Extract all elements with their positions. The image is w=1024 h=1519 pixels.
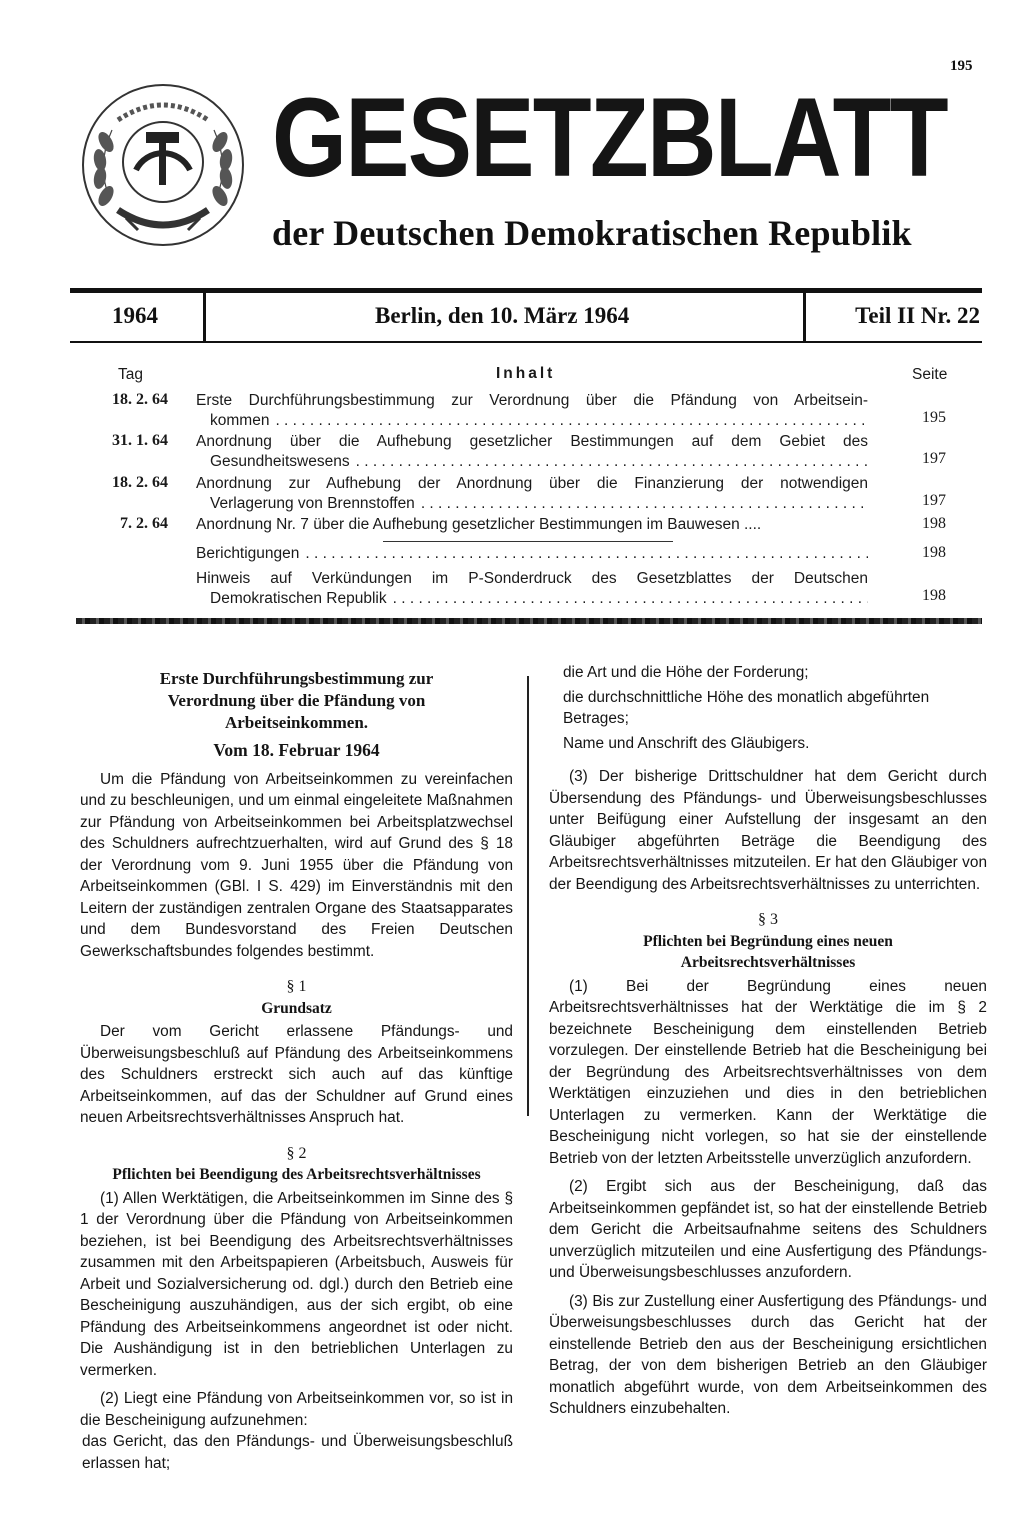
toc-entry-title-cont: Gesundheitswesens: [210, 453, 350, 470]
section-title: Grundsatz: [261, 999, 332, 1017]
list-item: die durchschnittliche Höhe des monatlich abgeführten Betrages;: [563, 688, 930, 727]
toc-header-content: Inhalt: [496, 365, 556, 382]
toc-entry-page: 197: [922, 450, 946, 467]
toc-entry-title: Hinweis auf Verkündungen im P-Sonderdruck des Gesetzblattes der Deutschen: [196, 570, 868, 587]
issue-part-number: Teil II Nr. 22: [855, 303, 980, 328]
issue-bar-divider: [203, 293, 206, 341]
page-number: 195: [950, 58, 973, 74]
toc-separator: [383, 541, 673, 542]
section-number: § 1: [286, 978, 307, 995]
section-paragraph: (2) Liegt eine Pfändung von Arbeitseinkommen vor, so ist in die Bescheinigung aufzunehmen:: [80, 1390, 513, 1429]
toc-header-date: Tag: [118, 366, 143, 383]
issue-bar-divider: [803, 293, 806, 341]
section-paragraph: Der vom Gericht erlassene Pfändungs- und Überweisungsbeschluß auf Pfändung des Arbeitseinkommens des Schuldners erstreckt sich auch auf das künftige Arbeitseinkommen, auf das der Schuldner auf Grund eines neuen Arbeitsrechtsverhältnisses Anspruch hat.: [80, 1023, 513, 1126]
section-paragraph: (1) Allen Werktätigen, die Arbeitseinkommen im Sinne des § 1 der Verordnung über die Pfändung von Arbeitseinkommen beziehen, ist bei Beendigung des Arbeitsrechtsverhältnisses zusammen mit den Arbeitspapieren (Arbeitsbuch, Ausweis für Arbeit und Sozialversicherung od. dgl.) durch den Betrieb eine Bescheinigung auszuhändigen, aus der sich ergibt, ob eine Pfändung des Arbeitseinkommens angeordnet ist oder nicht. Die Aushändigung ist in den betrieblichen Unterlagen zu vermerken.: [80, 1189, 513, 1379]
regulation-date: Vom 18. Februar 1964: [213, 740, 380, 760]
toc-entry-page: 198: [922, 515, 946, 532]
regulation-title: Erste Durchführungsbestimmung zur Verordnung über die Pfändung von Arbeitseinkommen.: [159, 669, 434, 732]
section-number: § 3: [758, 911, 778, 928]
toc-entry-title: Erste Durchführungsbestimmung zur Verordnung über die Pfändung von Arbeitsein-: [196, 392, 868, 409]
list-item: die Art und die Höhe der Forderung;: [563, 664, 809, 681]
section-paragraph: (3) Der bisherige Drittschuldner hat dem Gericht durch Übersendung des Pfändungs- und Überweisungsbeschlusses unter Beifügung einer Aufstellung der insgesamt an den Gläubiger abgeführten Beträge die Beendigung des Arbeitsrechtsverhältnisses mitzuteilen. Er hat den Gläubiger von der Beendigung des Arbeitsrechtsverhältnisses zu unterrichten.: [549, 768, 987, 893]
preamble-paragraph: Um die Pfändung von Arbeitseinkommen zu vereinfachen und zu beschleunigen, und um einmal eingeleitete Maßnahmen zur Pfändung von Arbeitseinkommen bei Arbeitsplatzwechsel des Schuldners aufrechtzuerhalten, wird auf Grund des § 18 der Verordnung vom 9. Juni 1955 über die Pfändung von Arbeitseinkommen (GBl. I S. 429) im Einverständnis mit den Leitern der zuständigen zentralen Organe des Staatsapparates und dem Bundesvorstand des Freien Deutschen Gewerkschaftsbundes folgendes bestimmt.: [80, 770, 513, 960]
section-title: Pflichten bei Begründung eines neuen Arbeitsrechtsverhältnisses: [643, 932, 893, 971]
toc-entry-date: 18. 2. 64: [112, 474, 168, 491]
toc-entry-title: Anordnung Nr. 7 über die Aufhebung gesetzlicher Bestimmungen im Bauwesen ....: [196, 516, 762, 533]
toc-entry-title: Berichtigungen: [196, 545, 300, 562]
section-paragraph: (3) Bis zur Zustellung einer Ausfertigung des Pfändungs- und Überweisungsbeschlusses durch das Gericht hat der einstellende Betrieb den aus der Bescheinigung ersichtlichen Betrag, der von dem bisherigen Betrieb an den Gläubiger monatlich abgeführt wurde, von dem Arbeitseinkommen des Schuldners einzubehalten.: [549, 1292, 987, 1417]
column-divider: [527, 676, 529, 1116]
toc-leader-dots: [275, 411, 868, 431]
toc-leader-dots: [356, 452, 868, 472]
toc-leader-dots: [421, 494, 868, 514]
state-emblem-seal: [78, 80, 248, 250]
issue-year: 1964: [112, 303, 158, 328]
section-number: § 2: [286, 1144, 307, 1162]
toc-leader-dots: [305, 544, 868, 564]
toc-leader-dots: [393, 589, 868, 609]
issue-bar: [70, 288, 982, 343]
left-column: [80, 668, 513, 1474]
toc-entry-title-cont: Verlagerung von Brennstoffen: [210, 495, 415, 512]
toc-bottom-rule: [76, 618, 982, 624]
toc-entry-title-cont: kommen: [210, 412, 270, 429]
issue-place-date: Berlin, den 10. März 1964: [375, 303, 630, 328]
section-paragraph: (2) Ergibt sich aus der Bescheinigung, daß das Arbeitseinkommen gepfändet ist, so hat der einstellende Betrieb dem Gericht die Arbeitsaufnahme seitens des Schuldners unverzüglich mitzuteilen und eine Ausfertigung des Pfändungs- und Überweisungsbeschlusses anzufordern.: [549, 1178, 987, 1281]
masthead-title: GESETZBLATT: [272, 75, 947, 200]
toc-entry-date: 7. 2. 64: [120, 515, 168, 532]
toc-entry-title: Anordnung über die Aufhebung gesetzlicher Bestimmungen auf dem Gebiet des: [196, 433, 868, 450]
toc-entry-page: 197: [922, 492, 946, 509]
toc-entry-page: 195: [922, 409, 946, 426]
toc-entry-page: 198: [922, 544, 946, 561]
section-title: Pflichten bei Beendigung des Arbeitsrechtsverhältnisses: [112, 1166, 481, 1183]
toc-entry-date: 18. 2. 64: [112, 391, 168, 408]
list-item: das Gericht, das den Pfändungs- und Überweisungsbeschluß erlassen hat;: [82, 1433, 513, 1472]
section-paragraph: (1) Bei der Begründung eines neuen Arbeitsrechtsverhältnisses hat der Werktätige die im § 2 bezeichnete Bescheinigung dem einstellenden Betrieb vorzulegen. Der einstellende Betrieb hat die Bescheinigung bei der Begründung des Arbeitsrechtsverhältnisses von dem Werktätigen einzuziehen und dies in den betrieblichen Unterlagen zu vermerken. Kann der Werktätige die Bescheinigung nicht vorlegen, so hat sie der einstellende Betrieb von der letzten Arbeitsstelle unverzüglich anzufordern.: [549, 977, 987, 1167]
toc-entry-date: 31. 1. 64: [112, 432, 168, 449]
toc-entry-page: 198: [922, 587, 946, 604]
toc-entry-title: Anordnung zur Aufhebung der Anordnung über die Finanzierung der notwendigen: [196, 475, 868, 492]
right-column: [549, 662, 987, 1420]
toc-entry-title-cont: Demokratischen Republik: [210, 590, 387, 607]
toc-header-page: Seite: [912, 366, 948, 383]
list-item: Name und Anschrift des Gläubigers.: [563, 734, 810, 752]
masthead-subtitle: der Deutschen Demokratischen Republik: [272, 213, 912, 253]
